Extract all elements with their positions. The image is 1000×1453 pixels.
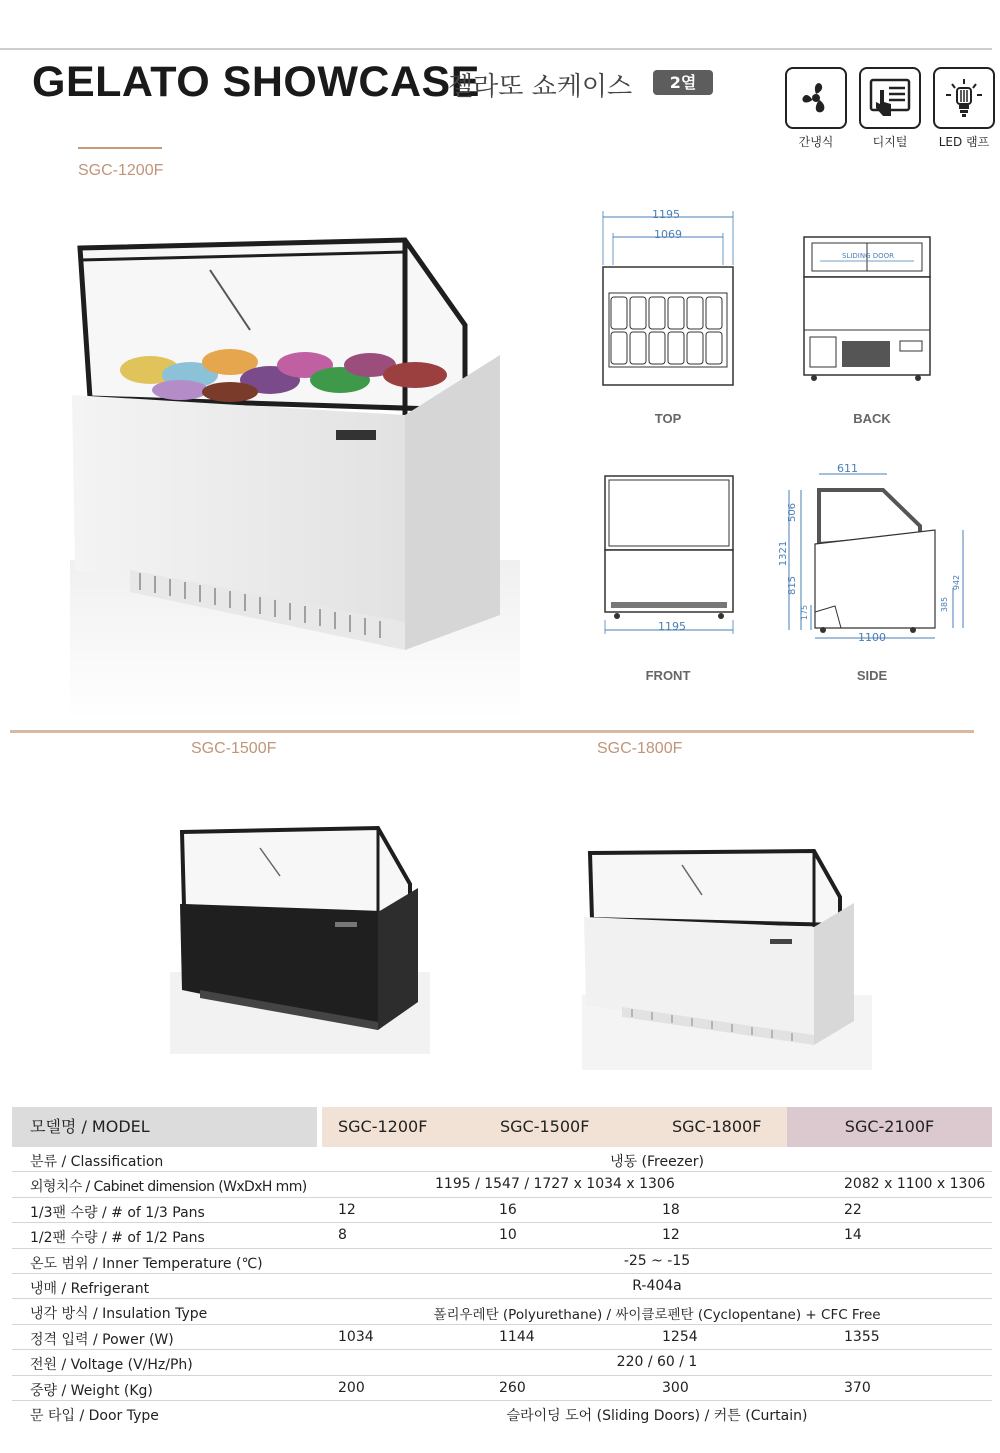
spec-row-value: R-404a	[632, 1277, 682, 1294]
spec-row-label: 1/3팬 수량 / # of 1/3 Pans	[30, 1204, 205, 1221]
feature-label: LED 램프	[938, 135, 990, 149]
page-subtitle: 젤라또 쇼케이스	[448, 72, 633, 102]
spec-row-value: 12	[338, 1201, 356, 1218]
led-bulb-icon	[933, 67, 995, 129]
spec-row-value: 300	[662, 1379, 689, 1396]
spec-row-value: 14	[844, 1227, 862, 1244]
spec-row	[12, 1249, 992, 1274]
spec-row-value: 1034	[338, 1328, 374, 1345]
dim-side-low: 175	[800, 604, 810, 621]
spec-row-value: 냉동 (Freezer)	[610, 1154, 704, 1170]
spec-row-value: 260	[499, 1379, 526, 1396]
spec-row	[12, 1172, 992, 1197]
spec-row-label: 중량 / Weight (Kg)	[30, 1382, 153, 1399]
spec-row-value: 1254	[662, 1328, 698, 1345]
spec-row-value: 1144	[499, 1328, 535, 1345]
spec-row-value: 18	[662, 1201, 680, 1218]
spec-row-value: 22	[844, 1201, 862, 1218]
fan-icon	[785, 67, 847, 129]
dim-side-total: 1321	[778, 540, 790, 567]
spec-row-label: 문 타입 / Door Type	[30, 1407, 159, 1424]
spec-header-row	[12, 1107, 992, 1147]
model-accent-line	[78, 147, 162, 149]
section-divider	[10, 730, 974, 733]
spec-row-label: 외형치수 / Cabinet dimension (WxDxH mm)	[30, 1179, 307, 1196]
feature-led	[933, 67, 995, 150]
product-photo-main	[60, 230, 530, 720]
page-title: GELATO SHOWCASE	[32, 58, 480, 106]
diagram-label-back: BACK	[853, 411, 891, 426]
model-name-main: SGC-1200F	[78, 162, 164, 179]
spec-row	[12, 1299, 992, 1324]
spec-row-label: 1/2팬 수량 / # of 1/2 Pans	[30, 1230, 205, 1247]
model-name-second: SGC-1500F	[191, 740, 277, 757]
spec-row-label: 분류 / Classification	[30, 1154, 164, 1170]
dim-side-depth: 1100	[858, 631, 886, 644]
spec-row-label: 온도 범위 / Inner Temperature (℃)	[30, 1255, 263, 1272]
spec-header-col: SGC-1200F	[338, 1117, 428, 1136]
dim-top-inner: 1069	[654, 228, 682, 241]
dim-side-counter: 385	[940, 596, 950, 613]
spec-row-value: 슬라이딩 도어 (Sliding Doors) / 커튼 (Curtain)	[506, 1407, 808, 1424]
spec-row	[12, 1401, 992, 1426]
spec-row-label: 냉각 방식 / Insulation Type	[30, 1306, 208, 1323]
spec-row-label: 정격 입력 / Power (W)	[30, 1331, 174, 1348]
dim-side-mid: 815	[787, 575, 799, 596]
rows-badge: 2열	[653, 70, 713, 95]
spec-row-value: 370	[844, 1379, 871, 1396]
top-divider	[0, 48, 992, 50]
spec-row-value: 8	[338, 1227, 347, 1244]
spec-row-value: -25 ~ -15	[623, 1252, 691, 1269]
spec-row-label: 전원 / Voltage (V/Hz/Ph)	[30, 1357, 193, 1374]
spec-row	[12, 1325, 992, 1350]
spec-row-value: 폴리우레탄 (Polyurethane) / 싸이클로펜탄 (Cyclopentane) + CFC Free	[433, 1307, 881, 1324]
spec-row-value: 200	[338, 1379, 365, 1396]
feature-fan	[785, 67, 847, 150]
diagram-front	[595, 470, 745, 640]
touch-panel-icon	[859, 67, 921, 129]
spec-header-col: SGC-2100F	[787, 1107, 992, 1147]
dim-top-outer: 1195	[652, 208, 680, 221]
dim-side-right: 942	[952, 574, 962, 591]
diagram-label-front: FRONT	[645, 668, 691, 683]
spec-row-value: 1355	[844, 1328, 880, 1345]
spec-header-col: SGC-1800F	[672, 1117, 762, 1136]
feature-label: 간냉식	[798, 135, 834, 149]
spec-row-value: 1195 / 1547 / 1727 x 1034 x 1306	[435, 1176, 675, 1193]
spec-row	[12, 1198, 992, 1223]
spec-header-model: 모델명 / MODEL	[12, 1107, 317, 1147]
spec-row	[12, 1274, 992, 1299]
spec-row-value: 12	[662, 1227, 680, 1244]
spec-row	[12, 1376, 992, 1401]
spec-row	[12, 1223, 992, 1248]
spec-row	[12, 1147, 992, 1172]
dim-front-width: 1195	[658, 620, 686, 633]
spec-row-value: 16	[499, 1201, 517, 1218]
spec-row-value: 220 / 60 / 1	[616, 1354, 698, 1371]
spec-row-label: 냉매 / Refrigerant	[30, 1280, 150, 1297]
spec-header-col: SGC-1500F	[500, 1117, 590, 1136]
dim-side-upper: 506	[787, 502, 799, 523]
diagram-label-top: TOP	[654, 411, 682, 426]
product-photo-1500f	[170, 822, 430, 1054]
diagram-label-side: SIDE	[856, 668, 888, 683]
spec-row-value: 10	[499, 1227, 517, 1244]
spec-row-value: 2082 x 1100 x 1306	[844, 1176, 986, 1193]
product-photo-1800f	[582, 845, 872, 1070]
sliding-door-note: SLIDING DOOR	[842, 252, 895, 260]
model-name-third: SGC-1800F	[597, 740, 683, 757]
dim-side-top: 611	[837, 462, 858, 475]
feature-label: 디지털	[872, 135, 908, 149]
spec-table	[12, 1107, 992, 1426]
feature-digital	[859, 67, 921, 150]
spec-row	[12, 1350, 992, 1375]
